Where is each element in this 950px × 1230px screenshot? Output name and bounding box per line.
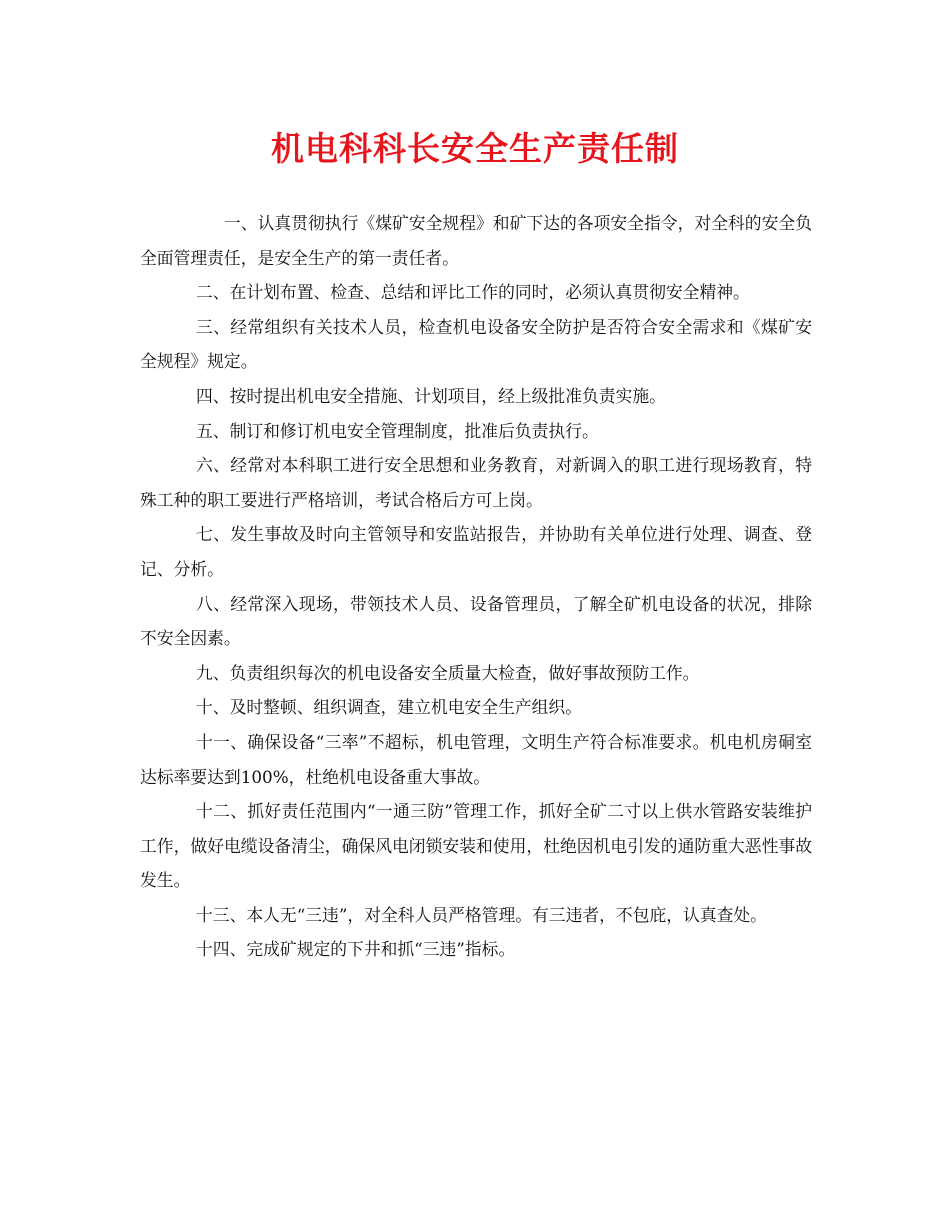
paragraph-2: 二、在计划布置、检查、总结和评比工作的同时，必须认真贯彻安全精神。: [196, 282, 750, 303]
paragraph-1: 一、认真贯彻执行《煤矿安全规程》和矿下达的各项安全指令，对全科的安全负全面管理责任，是安全生产的第一责任者。: [140, 213, 812, 268]
paragraph-7: 七、发生事故及时向主管领导和安监站报告，并协助有关单位进行处理、调查、登记、分析。: [140, 524, 812, 579]
paragraph-11: 十一、确保设备“三率”不超标，机电管理，文明生产符合标准要求。机电机房硐室达标率要达到100%，杜绝机电设备重大事故。: [140, 731, 812, 787]
paragraph-9: 九、负责组织每次的机电设备安全质量大检查，做好事故预防工作。: [196, 662, 700, 683]
document-title: 机电科科长安全生产责任制: [271, 129, 679, 168]
paragraph-10: 十、及时整顿、组织调查，建立机电安全生产组织。: [196, 697, 582, 718]
document-body: [140, 206, 812, 967]
paragraph-8: 八、经常深入现场，带领技术人员、设备管理员，了解全矿机电设备的状况，排除不安全因素。: [140, 593, 812, 649]
paragraph-12: 十二、抓好责任范围内“一通三防”管理工作，抓好全矿二寸以上供水管路安装维护工作，做好电缆设备清尘，确保风电闭锁安装和使用，杜绝因机电引发的通防重大恶性事故发生。: [140, 801, 812, 891]
paragraph-6: 六、经常对本科职工进行安全思想和业务教育，对新调入的职工进行现场教育，特殊工种的职工要进行严格培训，考试合格后方可上岗。: [140, 455, 812, 510]
paragraph-13: 十三、本人无“三违”，对全科人员严格管理。有三违者，不包庇，认真查处。: [196, 904, 767, 925]
paragraph-5: 五、制订和修订机电安全管理制度，批准后负责执行。: [196, 420, 599, 441]
paragraph-14: 十四、完成矿规定的下井和抓“三违”指标。: [196, 939, 516, 960]
paragraph-4: 四、按时提出机电安全措施、计划项目，经上级批准负责实施。: [196, 385, 666, 406]
paragraph-3: 三、经常组织有关技术人员，检查机电设备安全防护是否符合安全需求和《煤矿安全规程》规定。: [140, 316, 812, 372]
